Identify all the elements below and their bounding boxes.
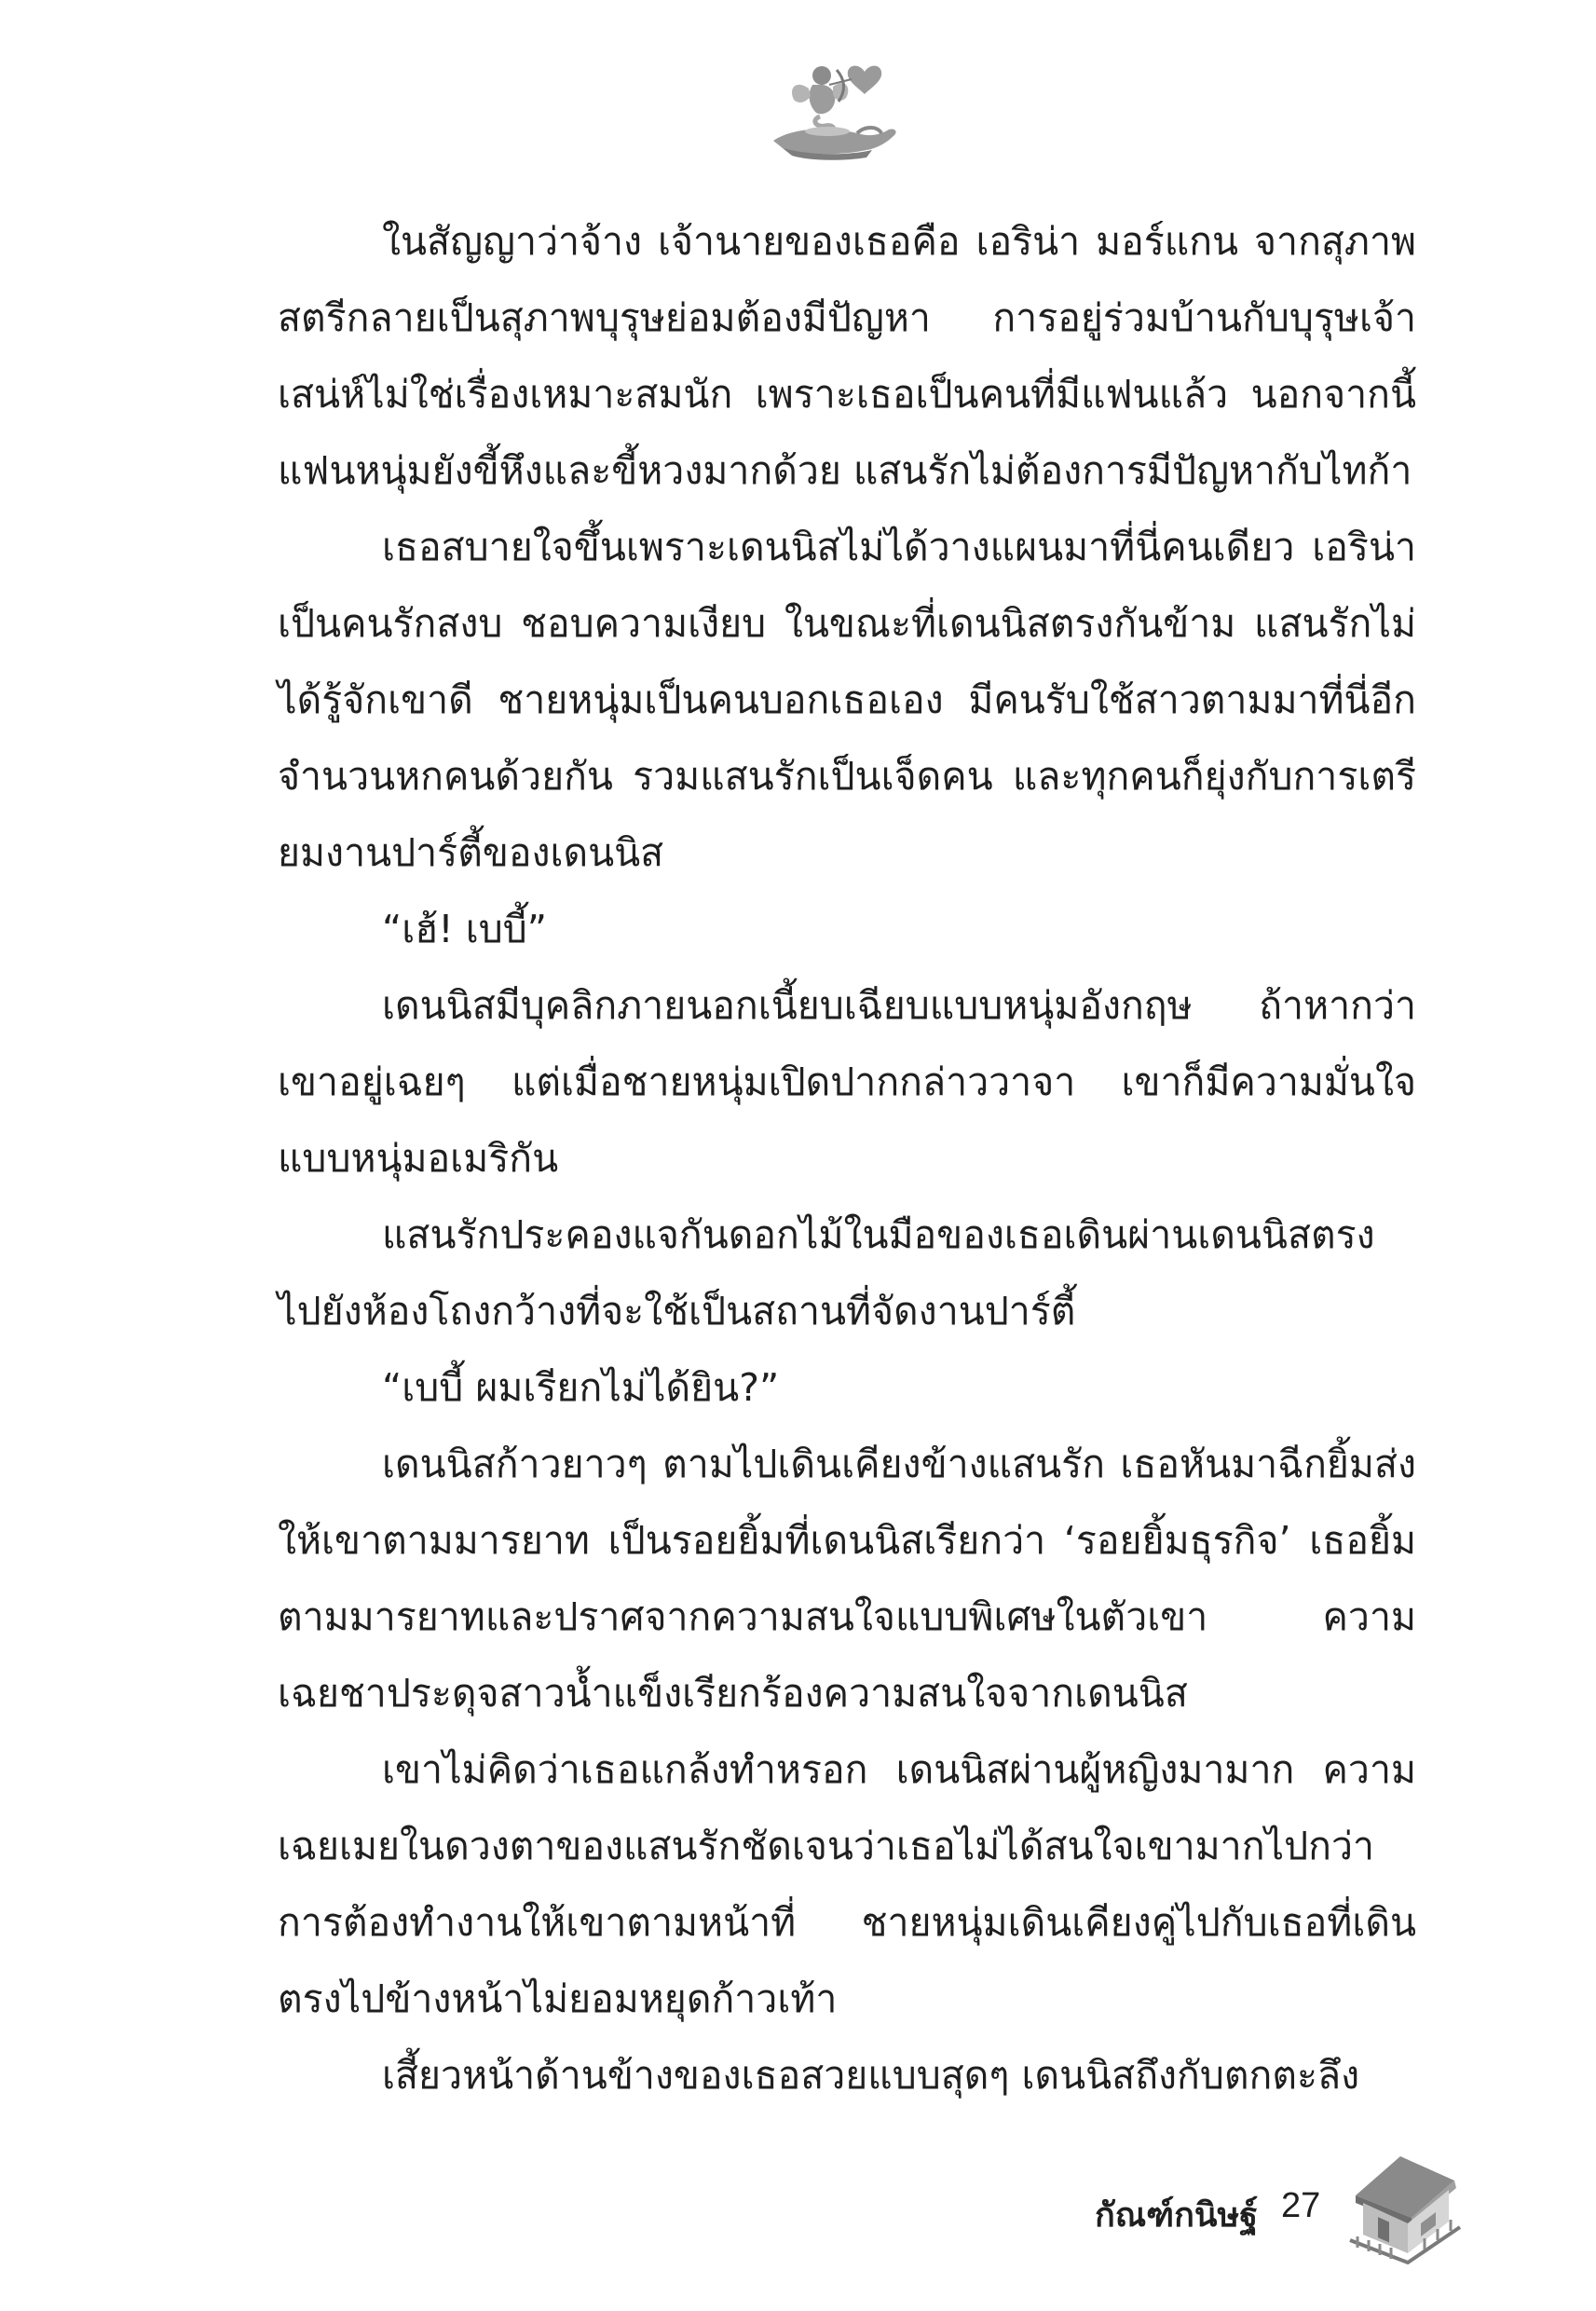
paragraph: เสี้ยวหน้าด้านข้างของเธอสวยแบบสุดๆ เดนนิสถึงกับตกตะลึง [382, 2053, 1360, 2098]
paragraph: เดนนิสมีบุคลิกภายนอกเนี้ยบเฉียบแบบหนุ่มอังกฤษ ถ้าหากว่าเขาอยู่เฉยๆ แต่เมื่อชายหนุ่มเปิดปากกล่าววาจา เขาก็มีความมั่นใจแบบหนุ่มอเมริกัน [278, 983, 1416, 1181]
paragraph: ในสัญญาว่าจ้าง เจ้านายของเธอคือ เอริน่า มอร์แกน จากสุภาพสตรีกลายเป็นสุภาพบุรุษย่อมต้องมีปัญหา การอยู่ร่วมบ้านกับบุรุษเจ้าเสน่ห์ไม่ใช่เรื่องเหมาะสมนัก เพราะเธอเป็นคนที่มีแฟนแล้ว นอกจากนี้แฟนหนุ่มยังขี้หึงและขี้หวงมากด้วย แสนรักไม่ต้องการมีปัญหากับไทก้า [278, 219, 1416, 493]
paragraph: เดนนิสก้าวยาวๆ ตามไปเดินเคียงข้างแสนรัก เธอหันมาฉีกยิ้มส่งให้เขาตามมารยาท เป็นรอยยิ้มที่เดนนิสเรียกว่า ‘รอยยิ้มธุรกิจ’ เธอยิ้มตามมารยาทและปราศจากความสนใจแบบพิเศษในตัวเขา ความเฉยชาประดุจสาวน้ำแข็งเรียกร้องความสนใจจากเดนนิส [278, 1442, 1416, 1716]
genie-lamp-cupid-icon [755, 51, 913, 163]
page-footer [1095, 2143, 1467, 2274]
body-text [278, 203, 1416, 2113]
paragraph: เธอสบายใจขึ้นเพราะเดนนิสไม่ได้วางแผนมาที่นี่คนเดียว เอริน่าเป็นคนรักสงบ ชอบความเงียบ ในขณะที่เดนนิสตรงกันข้าม แสนรักไม่ได้รู้จักเขาดี ชายหนุ่มเป็นคนบอกเธอเอง มีคนรับใช้สาวตามมาที่นี่อีกจำนวนหกคนด้วยกัน รวมแสนรักเป็นเจ็ดคน และทุกคนก็ยุ่งกับการเตรียมงานปาร์ตี้ของเดนนิส [278, 525, 1416, 875]
paragraph: “เฮ้! เบบี้” [382, 907, 548, 951]
house-icon [1346, 2143, 1463, 2264]
book-title: กัณฑ์กนิษฐ์ [1095, 2196, 1259, 2235]
page-number: 27 [1281, 2186, 1321, 2225]
paragraph: แสนรักประคองแจกันดอกไม้ในมือของเธอเดินผ่านเดนนิสตรงไปยังห้องโถงกว้างที่จะใช้เป็นสถานที่จัดงานปาร์ตี้ [278, 1212, 1375, 1333]
paragraph: “เบบี้ ผมเรียกไม่ได้ยิน?” [382, 1365, 780, 1410]
paragraph: เขาไม่คิดว่าเธอแกล้งทำหรอก เดนนิสผ่านผู้หญิงมามาก ความเฉยเมยในดวงตาของแสนรักชัดเจนว่าเธอไม่ได้สนใจเขามากไปกว่าการต้องทำงานให้เขาตามหน้าที่ ชายหนุ่มเดินเคียงคู่ไปกับเธอที่เดินตรงไปข้างหน้าไม่ยอมหยุดก้าวเท้า [278, 1747, 1416, 2021]
